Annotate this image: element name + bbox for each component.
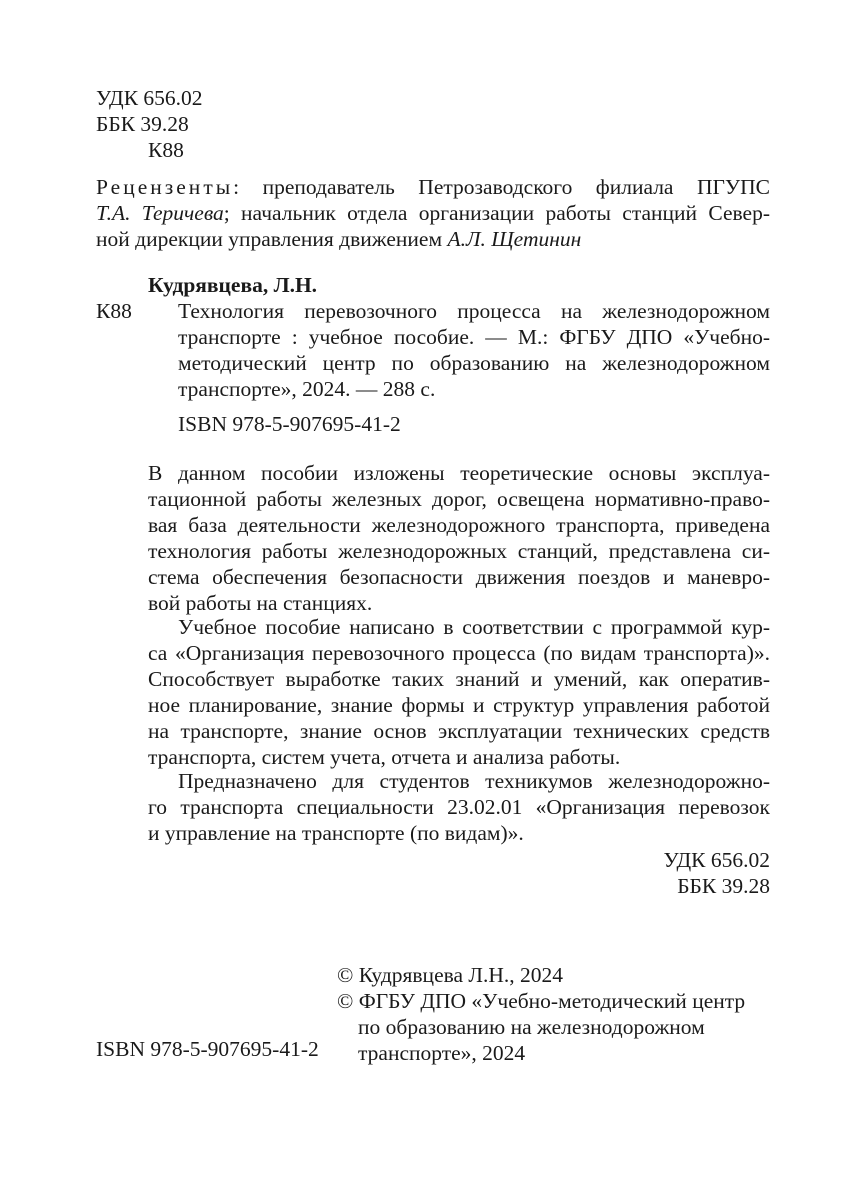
reviewer-name-2: А.Л. Щетинин xyxy=(447,227,582,251)
copyright-publisher xyxy=(337,988,777,1066)
abstract-line: и управление на транспорте (по видам)». xyxy=(148,821,524,845)
copyright-author: © Кудрявцева Л.Н., 2024 xyxy=(337,963,564,987)
reviewer-name-1: Т.А. Теричева xyxy=(96,201,224,225)
abstract-line: Предназначено для студентов техникумов железнодорожно- xyxy=(178,769,770,793)
abstract-line: В данном пособии изложены теоретические основы эксплуа- xyxy=(148,461,770,485)
abstract-line: на транспорте, знание основ эксплуатации технических средств xyxy=(148,719,770,743)
abstract-paragraph-2 xyxy=(148,640,770,770)
copyright-publisher-line: транспорте», 2024 xyxy=(358,1041,526,1065)
catalog-isbn: ISBN 978-5-907695-41-2 xyxy=(178,412,401,436)
catalog-author: Кудрявцева, Л.Н. xyxy=(148,273,318,297)
abstract-line: са «Организация перевозочного процесса (по видам транспорта)». xyxy=(148,641,770,665)
catalog-line: Технология перевозочного процесса на железнодорожном xyxy=(178,299,770,323)
bbk-code: ББК 39.28 xyxy=(96,112,189,136)
author-mark: К88 xyxy=(148,138,184,162)
reviewers-label: Рецензенты xyxy=(96,175,234,199)
abstract-line: вая база деятельности железнодорожного транспорта, приведена xyxy=(148,513,770,537)
copyright-publisher-line: по образованию на железнодорожном xyxy=(358,1015,705,1039)
udk-code: УДК 656.02 xyxy=(96,86,203,110)
bbk-code-right: ББК 39.28 xyxy=(677,874,770,898)
abstract-paragraph-3 xyxy=(148,794,770,846)
abstract-line: ное планирование, знание формы и структур управления работой xyxy=(148,693,770,717)
abstract-paragraph-2-first xyxy=(178,614,770,640)
abstract-line: вой работы на станциях. xyxy=(148,591,373,615)
abstract-paragraph-1 xyxy=(148,486,770,616)
reviewers-affiliation: : преподаватель Петрозаводского филиала ПГУПС xyxy=(233,175,770,199)
classification-right xyxy=(560,847,770,899)
udk-code-right: УДК 656.02 xyxy=(663,848,770,872)
reviewer-department: ной дирекции управления движением xyxy=(96,227,448,251)
copyright-publisher-line: © ФГБУ ДПО «Учебно-методический центр xyxy=(337,989,746,1013)
reviewers-line-1 xyxy=(96,174,770,200)
abstract-line: Учебное пособие написано в соответствии с программой кур- xyxy=(178,615,770,639)
catalog-line: методический центр по образованию на железнодорожном xyxy=(178,351,770,375)
catalog-line: транспорте», 2024. — 288 с. xyxy=(178,377,436,401)
reviewer-position: ; начальник отдела организации работы станций Север- xyxy=(223,201,770,225)
abstract-line: транспорта, систем учета, отчета и анализа работы. xyxy=(148,745,621,769)
abstract-line: стема обеспечения безопасности движения поездов и маневро- xyxy=(148,565,770,589)
abstract-line: тационной работы железных дорог, освещена нормативно-право- xyxy=(148,487,770,511)
catalog-description xyxy=(178,298,770,402)
catalog-line: транспорте : учебное пособие. — М.: ФГБУ ДПО «Учебно- xyxy=(178,325,770,349)
abstract-line: го транспорта специальности 23.02.01 «Организация перевозок xyxy=(148,795,770,819)
abstract-line: технология работы железнодорожных станций, представлена си- xyxy=(148,539,770,563)
abstract-paragraph-1-first xyxy=(148,460,770,486)
catalog-mark: К88 xyxy=(96,299,132,323)
reviewers-line-2 xyxy=(96,200,770,226)
abstract-line: Способствует выработке таких знаний и умений, как оператив- xyxy=(148,667,770,691)
reviewers-line-3 xyxy=(96,226,770,252)
reviewers-block xyxy=(96,174,770,252)
abstract-paragraph-3-first xyxy=(178,768,770,794)
footer-isbn: ISBN 978-5-907695-41-2 xyxy=(96,1037,319,1061)
